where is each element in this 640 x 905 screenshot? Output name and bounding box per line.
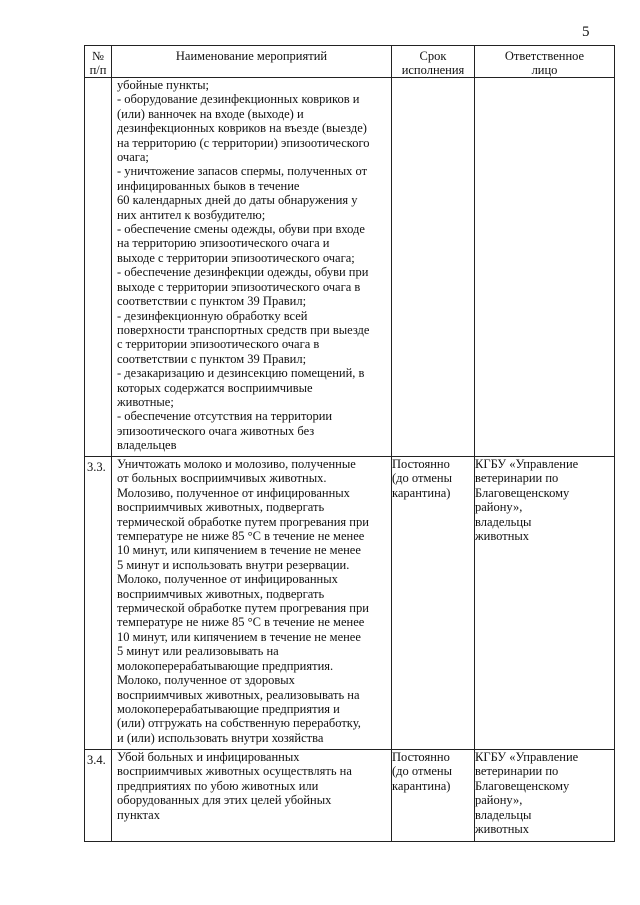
text-line: соответствии с пунктом 39 Правил; [117,351,307,366]
table-row [85,78,615,457]
text-line: карантина) [392,778,451,793]
text-line: эпизоотического очага животных без [117,423,315,438]
text-line: животных [475,529,530,544]
text-line: району», [475,500,523,515]
text-line: Постоянно [392,750,450,764]
text-line: - уничтожение запасов спермы, полученных от [117,164,368,179]
text-line: предприятиях по убою животных или [117,778,319,793]
text-line: ветеринарии по [475,471,559,486]
text-line: и (или) использовать внутри хозяйства [117,730,324,745]
text-line: КГБУ «Управление [475,750,579,764]
row-term [392,750,475,842]
text-line: от больных восприимчивых животных. [117,471,327,486]
table-row [85,457,615,750]
row-measure [112,78,392,457]
text-line: животные; [117,394,174,409]
row-measure [112,750,392,842]
text-line: Благовещенскому [475,485,570,500]
row-measure [112,457,392,750]
header-name [112,46,392,78]
text-line: Благовещенскому [475,778,570,793]
text-line: молокоперерабатывающие предприятия. [117,658,334,673]
text-line: (до отмены [392,471,452,486]
text-line: району», [475,793,523,808]
text-line: 10 минут, или кипячением в течение не менее [117,543,361,558]
text-line: на территорию эпизоотического очага и [117,236,330,251]
header-name-text: Наименование мероприятий [175,49,328,63]
text-line: температуре не ниже 85 °С в течение не менее [117,615,365,630]
text-line: оборудованных для этих целей убойных [117,793,332,808]
text-line: - обеспечение отсутствия на территории [117,409,333,424]
text-line: - обеспечение дезинфекции одежды, обуви при [117,265,369,280]
text-line: восприимчивых животных осуществлять на [117,764,352,779]
text-line: владельцев [117,438,177,453]
text-line: Уничтожать молоко и молозиво, полученные [117,457,356,471]
header-responsible-text: Ответственное лицо [504,49,585,77]
text-line: - оборудование дезинфекционных ковриков и [117,92,360,107]
text-line: Постоянно [392,457,450,471]
text-line: термической обработке путем прогревания при [117,601,369,616]
text-line: 10 минут, или кипячением в течение не менее [117,629,361,644]
row-responsible [475,78,615,457]
text-line: убойные пункты; [117,78,210,92]
text-line: восприимчивых животных, подвергать [117,586,325,601]
text-line: выходе с территории эпизоотического очага; [117,250,355,265]
text-line: очага; [117,150,149,165]
text-line: 5 минут и использовать внутри резервации. [117,557,350,572]
text-line: (до отмены [392,764,452,779]
row-term [392,457,475,750]
text-line: термической обработке путем прогревания при [117,514,369,529]
text-line: владельцы [475,514,532,529]
header-term [392,46,475,78]
text-line: КГБУ «Управление [475,457,579,471]
text-line: - дезакаризацию и дезинсекцию помещений, в [117,366,365,381]
text-line: соответствии с пунктом 39 Правил; [117,294,307,309]
text-line: карантина) [392,485,451,500]
row-number: 3.3. [85,457,112,750]
text-line: выходе с территории эпизоотического очага в [117,279,361,294]
header-term-text: Срок исполнения [401,49,465,77]
text-line: - дезинфекционную обработку всей [117,308,308,323]
text-line: Молоко, полученное от здоровых [117,673,295,688]
text-line: ветеринарии по [475,764,559,779]
text-line: (или) ванночек на входе (выходе) и [117,106,304,121]
text-line: восприимчивых животных, реализовывать на [117,687,360,702]
row-responsible [475,457,615,750]
text-line: Молозиво, полученное от инфицированных [117,485,350,500]
text-line: Убой больных и инфицированных [117,750,300,764]
text-line: пунктах [117,807,160,822]
text-line: - обеспечение смены одежды, обуви при входе [117,222,365,237]
text-line: дезинфекционных ковриков на въезде (выезде) [117,121,367,136]
text-line: 5 минут или реализовывать на [117,644,279,659]
row-number [85,78,112,457]
header-num [85,46,112,78]
text-line: животных [475,822,530,837]
row-number: 3.4. [85,750,112,842]
text-line: восприимчивых животных, подвергать [117,500,325,515]
page-number: 5 [582,24,590,40]
row-responsible [475,750,615,842]
text-line: с территории эпизоотического очага в [117,337,320,352]
measures-table [84,45,615,842]
table-header-row [85,46,615,78]
text-line: молокоперерабатывающие предприятия и [117,701,340,716]
text-line: которых содержатся восприимчивые [117,380,313,395]
text-line: них антител к возбудителю; [117,207,266,222]
text-line: инфицированных быков в течение [117,178,300,193]
header-responsible [475,46,615,78]
header-num-text: № п/п [89,49,107,77]
text-line: температуре не ниже 85 °С в течение не менее [117,529,365,544]
text-line: (или) отгружать на собственную переработку, [117,716,361,731]
text-line: поверхности транспортных средств при выезде [117,322,370,337]
text-line: Молоко, полученное от инфицированных [117,572,338,587]
text-line: владельцы [475,807,532,822]
table-row [85,750,615,842]
text-line: 60 календарных дней до даты обнаружения у [117,193,358,208]
text-line: на территорию (с территории) эпизоотического [117,135,370,150]
row-term [392,78,475,457]
